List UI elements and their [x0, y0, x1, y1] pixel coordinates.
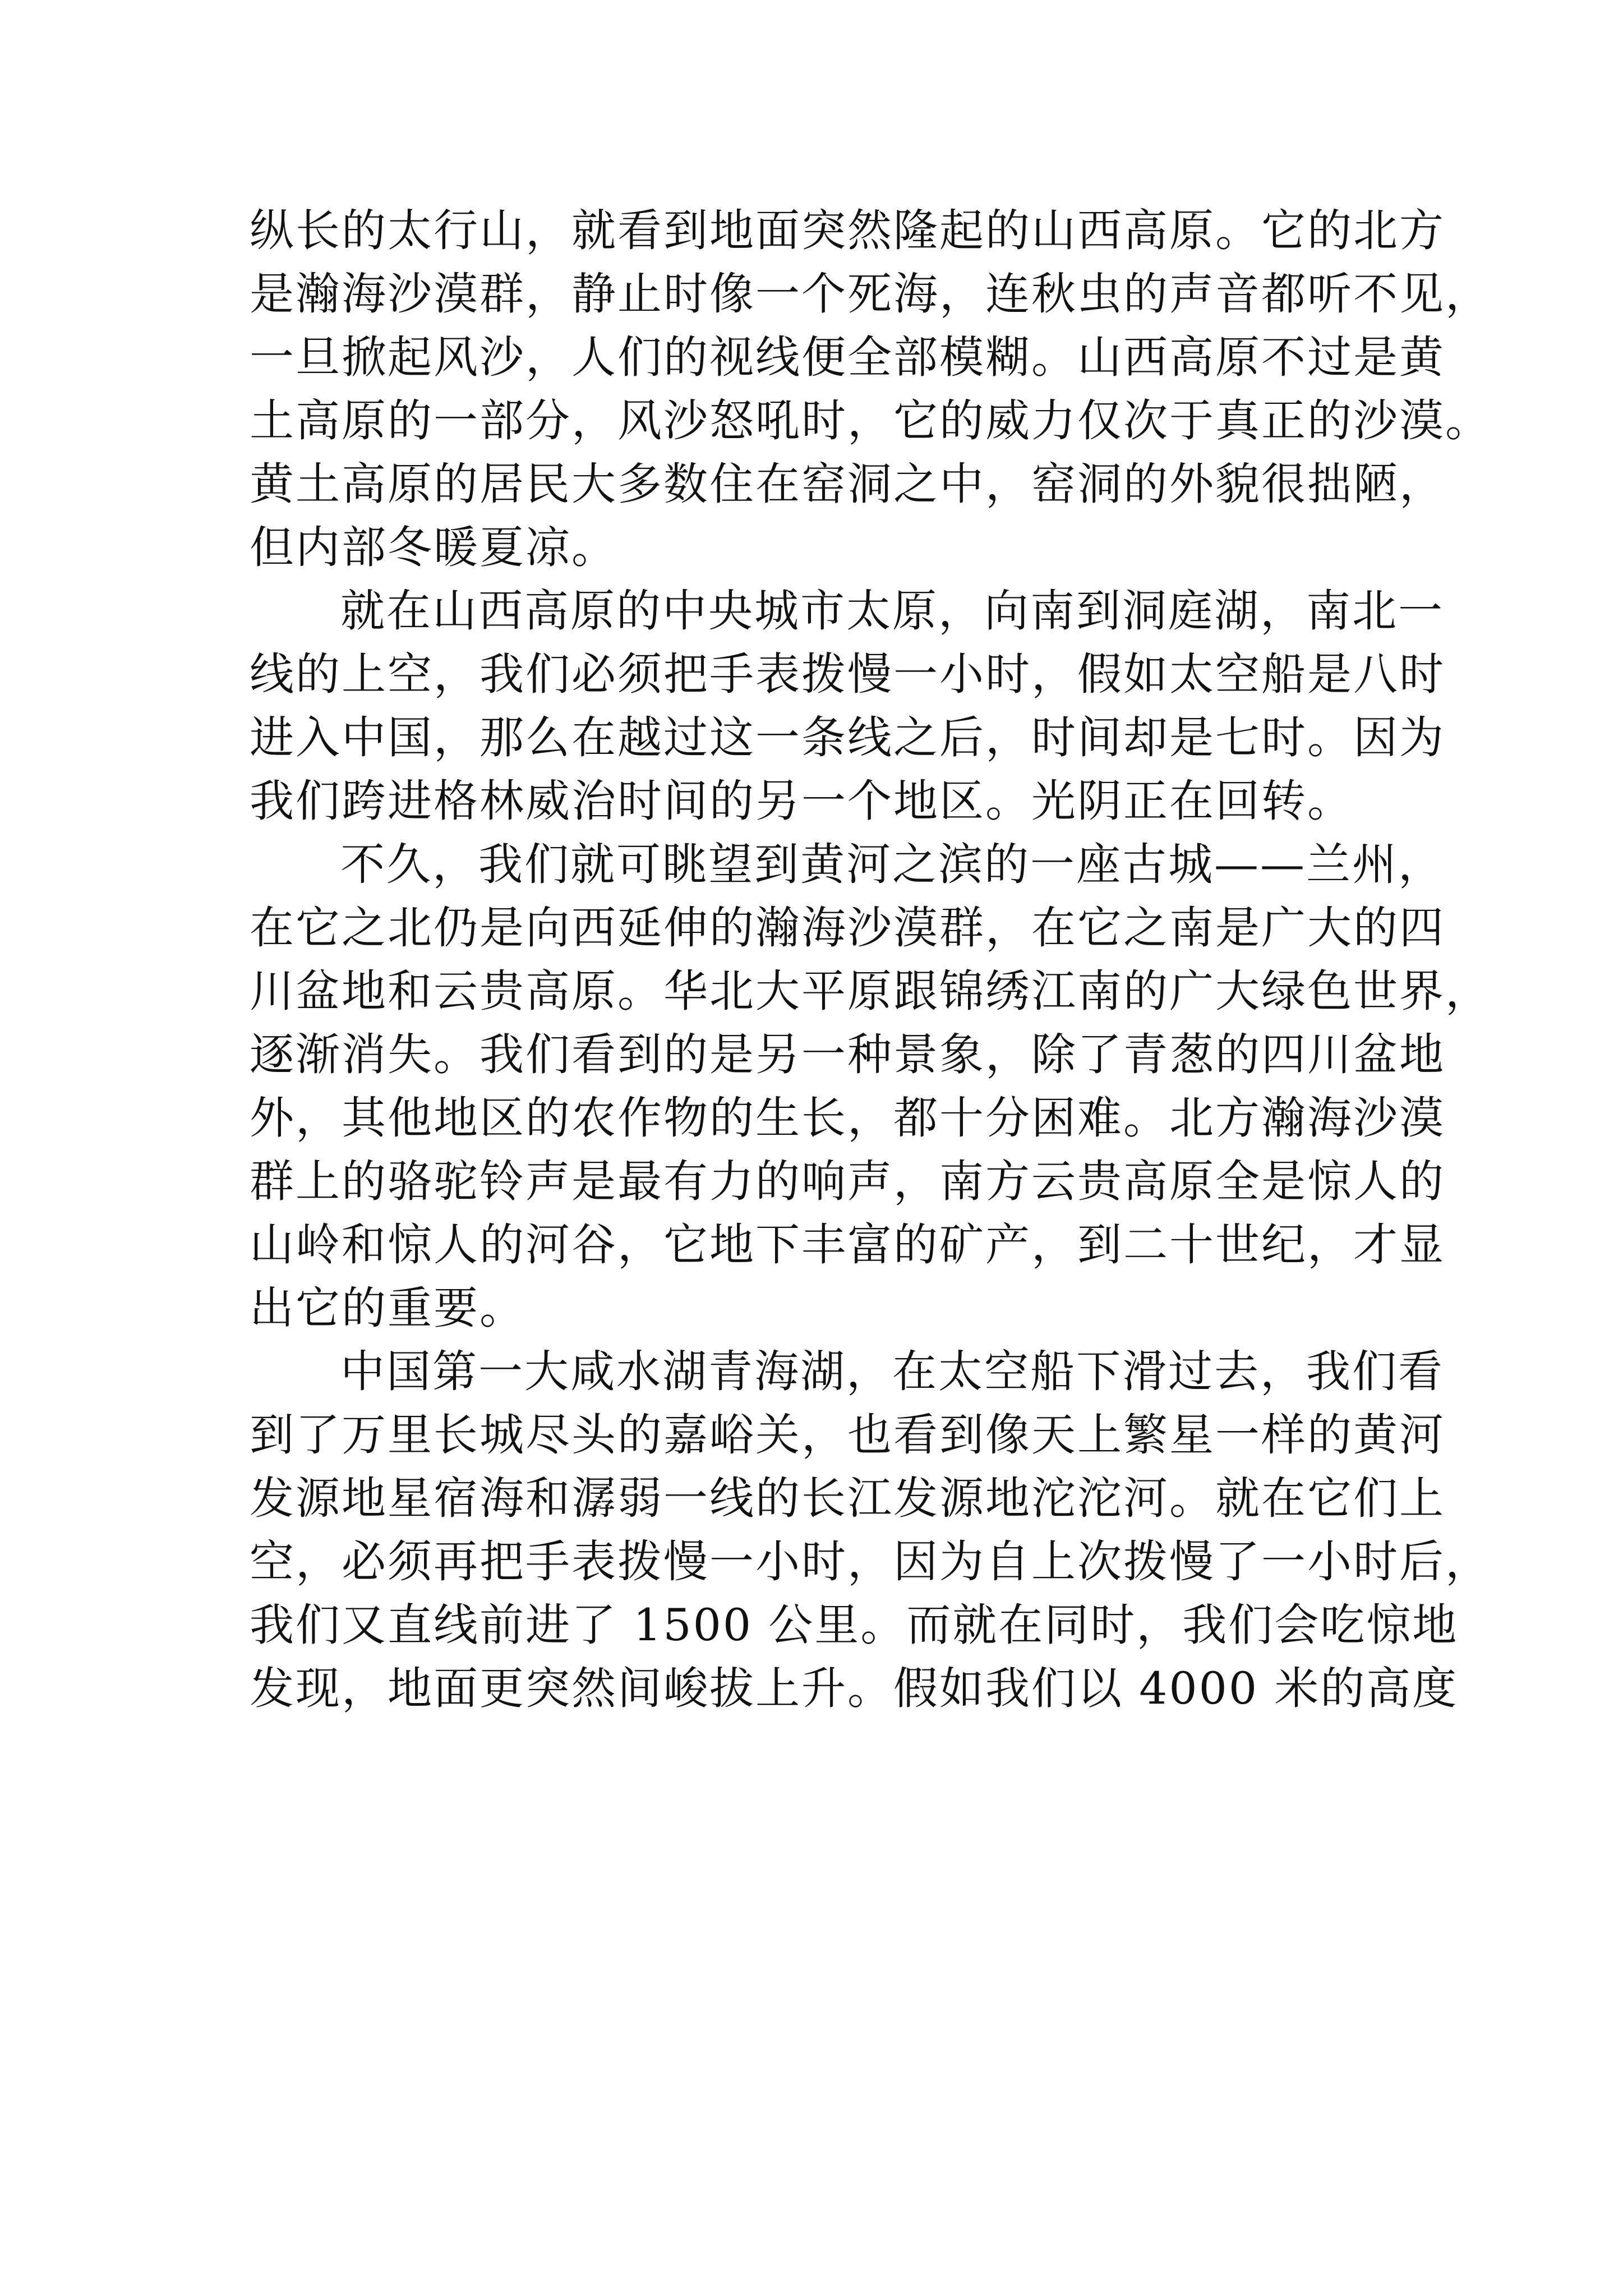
article-body [250, 199, 1491, 1720]
text-line: 群上的骆驼铃声是最有力的响声，南方云贵高原全是惊人的 [250, 1156, 1445, 1207]
text-line: 外，其他地区的农作物的生长，都十分困难。北方瀚海沙漠 [250, 1092, 1445, 1144]
text-line: 进入中国，那么在越过这一条线之后，时间却是七时。因为 [250, 712, 1445, 763]
text-line: 发源地星宿海和潺弱一线的长江发源地沱沱河。就在它们上 [250, 1473, 1445, 1524]
text-line: 就在山西高原的中央城市太原，向南到洞庭湖，南北一 [340, 585, 1444, 637]
text-line: 山岭和惊人的河谷，它地下丰富的矿产，到二十世纪，才显 [250, 1219, 1445, 1271]
text-line: 纵长的太行山，就看到地面突然隆起的山西高原。它的北方 [250, 205, 1445, 256]
paragraph [250, 1340, 1491, 1720]
text-line: 但内部冬暖夏凉。 [250, 522, 617, 573]
paragraph [250, 199, 1491, 579]
text-line: 是瀚海沙漠群，静止时像一个死海，连秋虫的声音都听不见， [250, 268, 1491, 320]
paragraph [250, 579, 1445, 833]
text-line: 中国第一大咸水湖青海湖，在太空船下滑过去，我们看 [340, 1346, 1444, 1397]
text-line: 我们又直线前进了 1500 公里。而就在同时，我们会吃惊地 [250, 1599, 1459, 1651]
text-line: 黄土高原的居民大多数住在窑洞之中，窑洞的外貌很拙陋， [250, 458, 1445, 510]
text-line: 不久，我们就可眺望到黄河之滨的一座古城——兰州， [340, 839, 1444, 890]
text-line: 一旦掀起风沙，人们的视线便全部模糊。山西高原不过是黄 [250, 332, 1445, 383]
text-line: 空，必须再把手表拨慢一小时，因为自上次拨慢了一小时后， [250, 1536, 1491, 1588]
text-line: 逐渐消失。我们看到的是另一种景象，除了青葱的四川盆地 [250, 1029, 1445, 1080]
text-line: 出它的重要。 [250, 1282, 525, 1334]
text-line: 在它之北仍是向西延伸的瀚海沙漠群，在它之南是广大的四 [250, 902, 1445, 954]
text-line: 线的上空，我们必须把手表拨慢一小时，假如太空船是八时 [250, 648, 1445, 700]
text-line: 土高原的一部分，风沙怒吼时，它的威力仅次于真正的沙漠。 [250, 395, 1491, 447]
text-line: 发现，地面更突然间峻拔上升。假如我们以 4000 米的高度 [250, 1663, 1459, 1714]
paragraph [250, 833, 1491, 1340]
text-line: 我们跨进格林威治时间的另一个地区。光阴正在回转。 [250, 775, 1353, 827]
text-line: 川盆地和云贵高原。华北大平原跟锦绣江南的广大绿色世界， [250, 965, 1491, 1017]
text-line: 到了万里长城尽头的嘉峪关，也看到像天上繁星一样的黄河 [250, 1409, 1445, 1461]
